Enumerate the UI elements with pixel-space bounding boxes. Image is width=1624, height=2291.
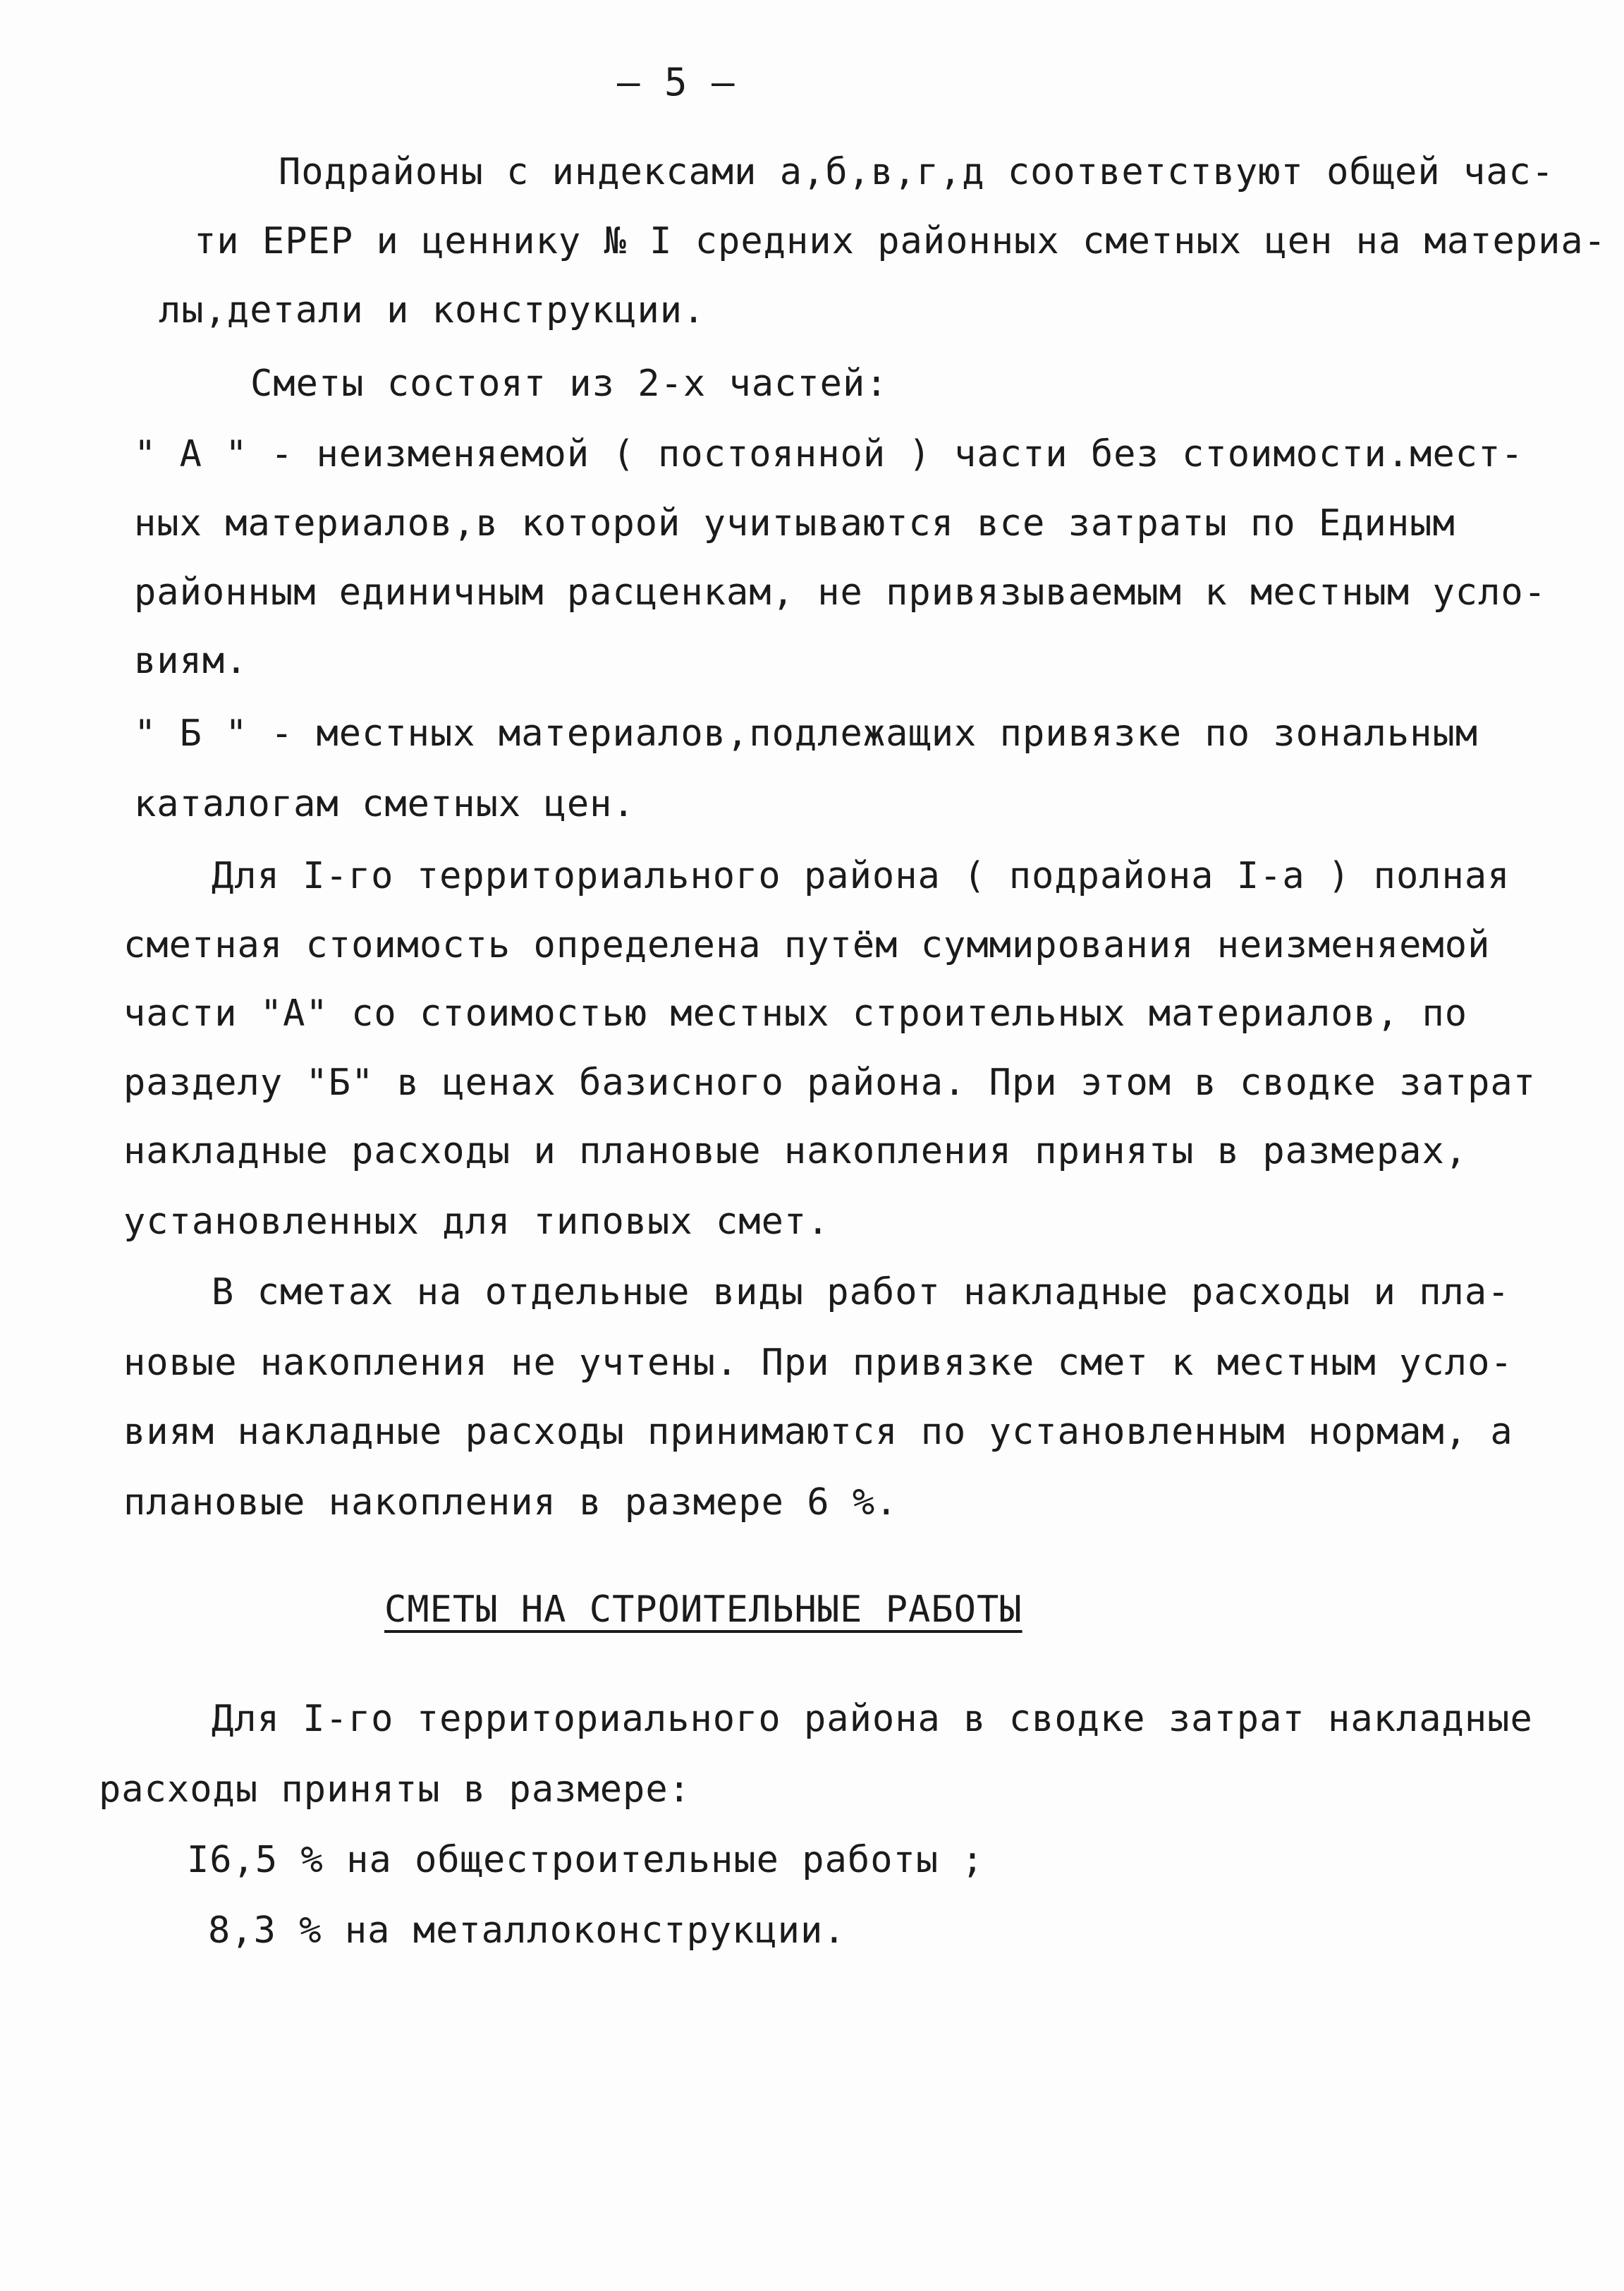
paragraph-line: накладные расходы и плановые накопления приняты в размерах, — [123, 1130, 1468, 1172]
paragraph-line: ных материалов,в которой учитываются все затраты по Единым — [134, 502, 1455, 545]
paragraph-line: лы,детали и конструкции. — [159, 289, 706, 332]
paragraph-line: расходы приняты в размере: — [99, 1768, 691, 1811]
rate-line: I6,5 % на общестроительные работы ; — [187, 1839, 984, 1881]
paragraph-line: установленных для типовых смет. — [123, 1201, 830, 1243]
paragraph-line: В сметах на отдельные виды работ накладные расходы и пла- — [212, 1271, 1510, 1313]
paragraph-line: виям. — [134, 640, 248, 682]
paragraph-line: Подрайоны с индексами а,б,в,г,д соответствуют общей час- — [279, 151, 1555, 193]
paragraph-line: сметная стоимость определена путём суммирования неизменяемой — [123, 924, 1491, 966]
paragraph-line: " А " - неизменяемой ( постоянной ) части без стоимости.мест- — [134, 433, 1524, 475]
paragraph-line: части "А" со стоимостью местных строительных материалов, по — [123, 992, 1468, 1035]
paragraph-line: новые накопления не учтены. При привязке смет к местным усло- — [123, 1342, 1513, 1384]
page-number: – 5 – — [617, 60, 735, 104]
paragraph-line: виям накладные расходы принимаются по установленным нормам, а — [123, 1411, 1513, 1453]
rate-line: 8,3 % на металлоконструкции. — [208, 1909, 846, 1952]
paragraph-line: ти ЕРЕР и ценнику № I средних районных сметных цен на материа- — [194, 220, 1607, 262]
paragraph-line: районным единичным расценкам, не привязываемым к местным усло- — [134, 571, 1547, 614]
paragraph-line: плановые накопления в размере 6 %. — [123, 1481, 898, 1524]
paragraph-line: Сметы состоят из 2-х частей: — [250, 363, 889, 405]
paragraph-line: каталогам сметных цен. — [134, 783, 635, 825]
section-heading: СМЕТЫ НА СТРОИТЕЛЬНЫЕ РАБОТЫ — [384, 1588, 1022, 1631]
paragraph-line: " Б " - местных материалов,подлежащих привязке по зональным — [134, 712, 1479, 755]
paragraph-line: разделу "Б" в ценах базисного района. При этом в сводке затрат — [123, 1062, 1537, 1104]
paragraph-line: Для I-го территориального района ( подрайона I-а ) полная — [212, 855, 1510, 897]
paragraph-line: Для I-го территориального района в сводке затрат накладные — [212, 1698, 1533, 1740]
